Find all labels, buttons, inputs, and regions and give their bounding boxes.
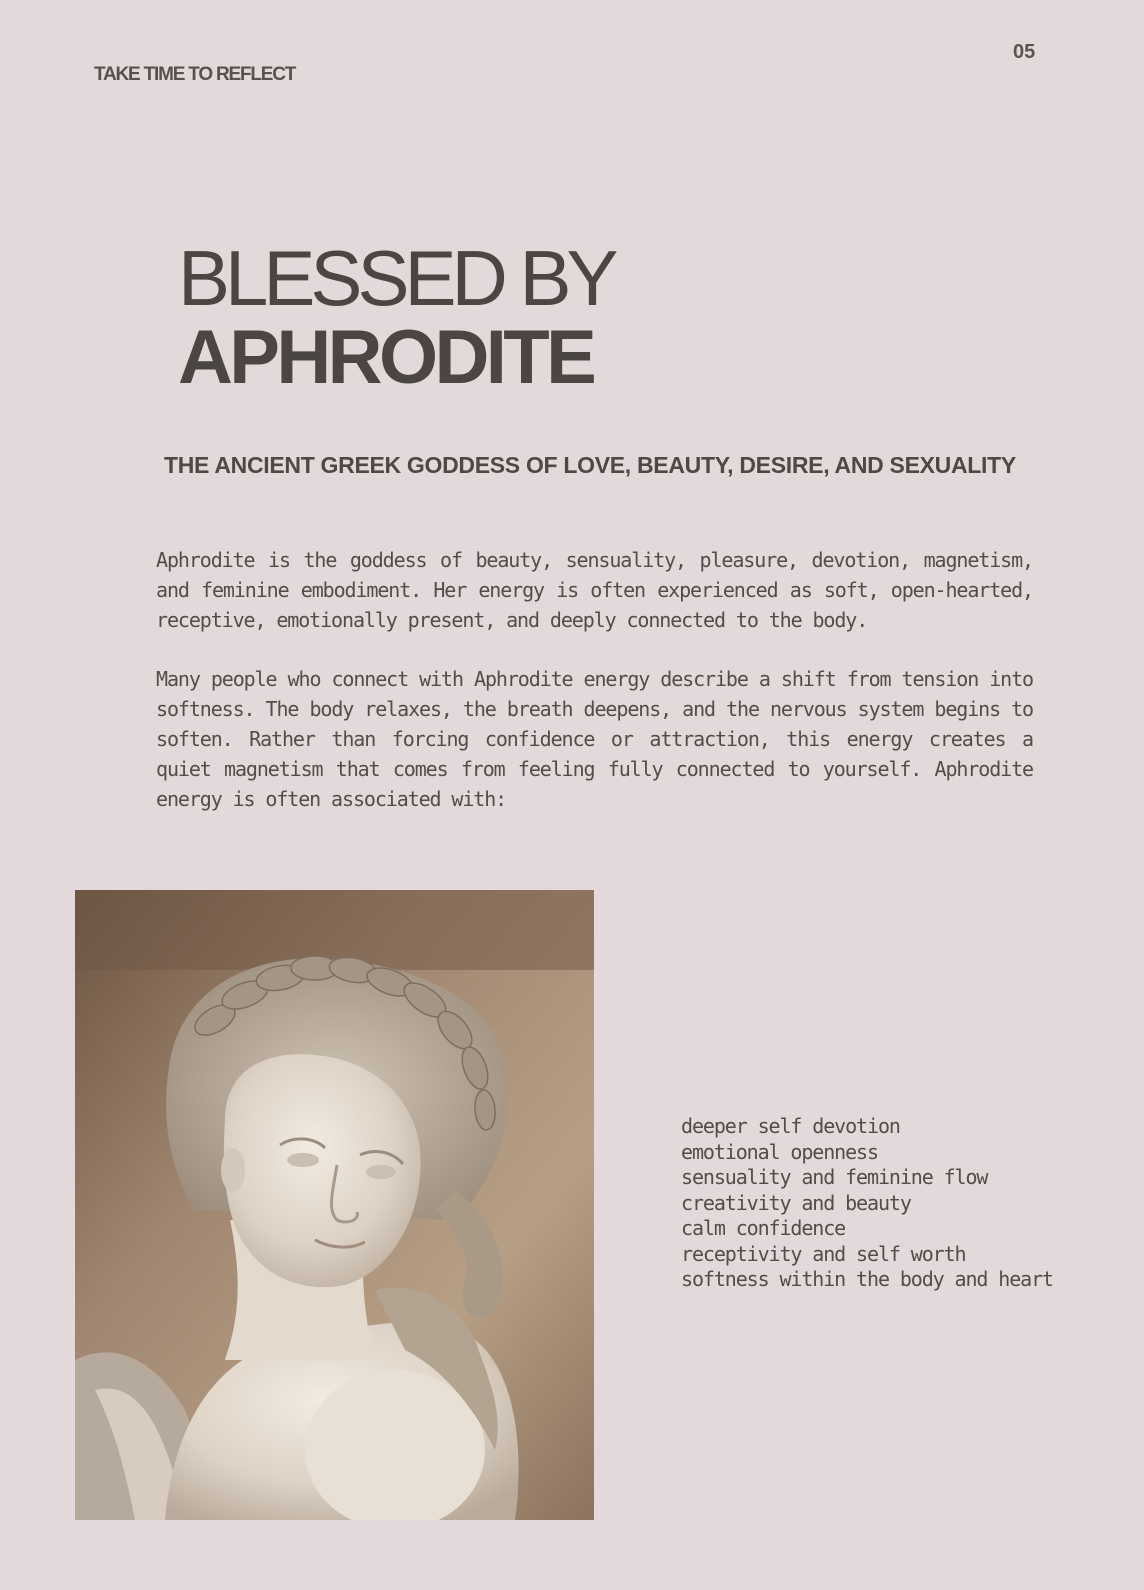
list-item: sensuality and feminine flow — [681, 1165, 988, 1189]
page-number: 05 — [1013, 41, 1036, 63]
list-item: creativity and beauty — [681, 1190, 911, 1215]
title-line-1: BLESSED BY — [178, 234, 614, 322]
list-item: receptivity and self worth — [681, 1241, 966, 1266]
intro-paragraph: Aphrodite is the goddess of beauty, sensuality, pleasure, devotion, magnetism, and feminine embodiment. Her energy is often experienced as soft, open-hearted, receptive, emotionally present, and deeply connected to the body. — [156, 548, 1033, 632]
subtitle: THE ANCIENT GREEK GODDESS OF LOVE, BEAUTY, DESIRE, AND SEXUALITY — [164, 452, 1016, 478]
associations-list — [681, 1114, 1053, 1293]
list-item: calm confidence — [681, 1216, 846, 1240]
list-item: deeper self devotion — [681, 1114, 900, 1138]
energy-paragraph: Many people who connect with Aphrodite energy describe a shift from tension into softness. The body relaxes, the breath deepens, and the nervous system begins to soften. Rather than forcing confidence or attraction, this energy creates a quiet magnetism that comes from feeling fully connected to yourself. Aphrodite energy is often associated with: — [156, 667, 1033, 811]
page-title — [178, 234, 614, 400]
aphrodite-statue-photo — [75, 890, 594, 1520]
list-item: emotional openness — [681, 1139, 878, 1164]
list-item: softness within the body and heart — [681, 1267, 1053, 1291]
section-label: TAKE TIME TO REFLECT — [94, 64, 296, 85]
title-line-2: APHRODITE — [178, 315, 594, 400]
